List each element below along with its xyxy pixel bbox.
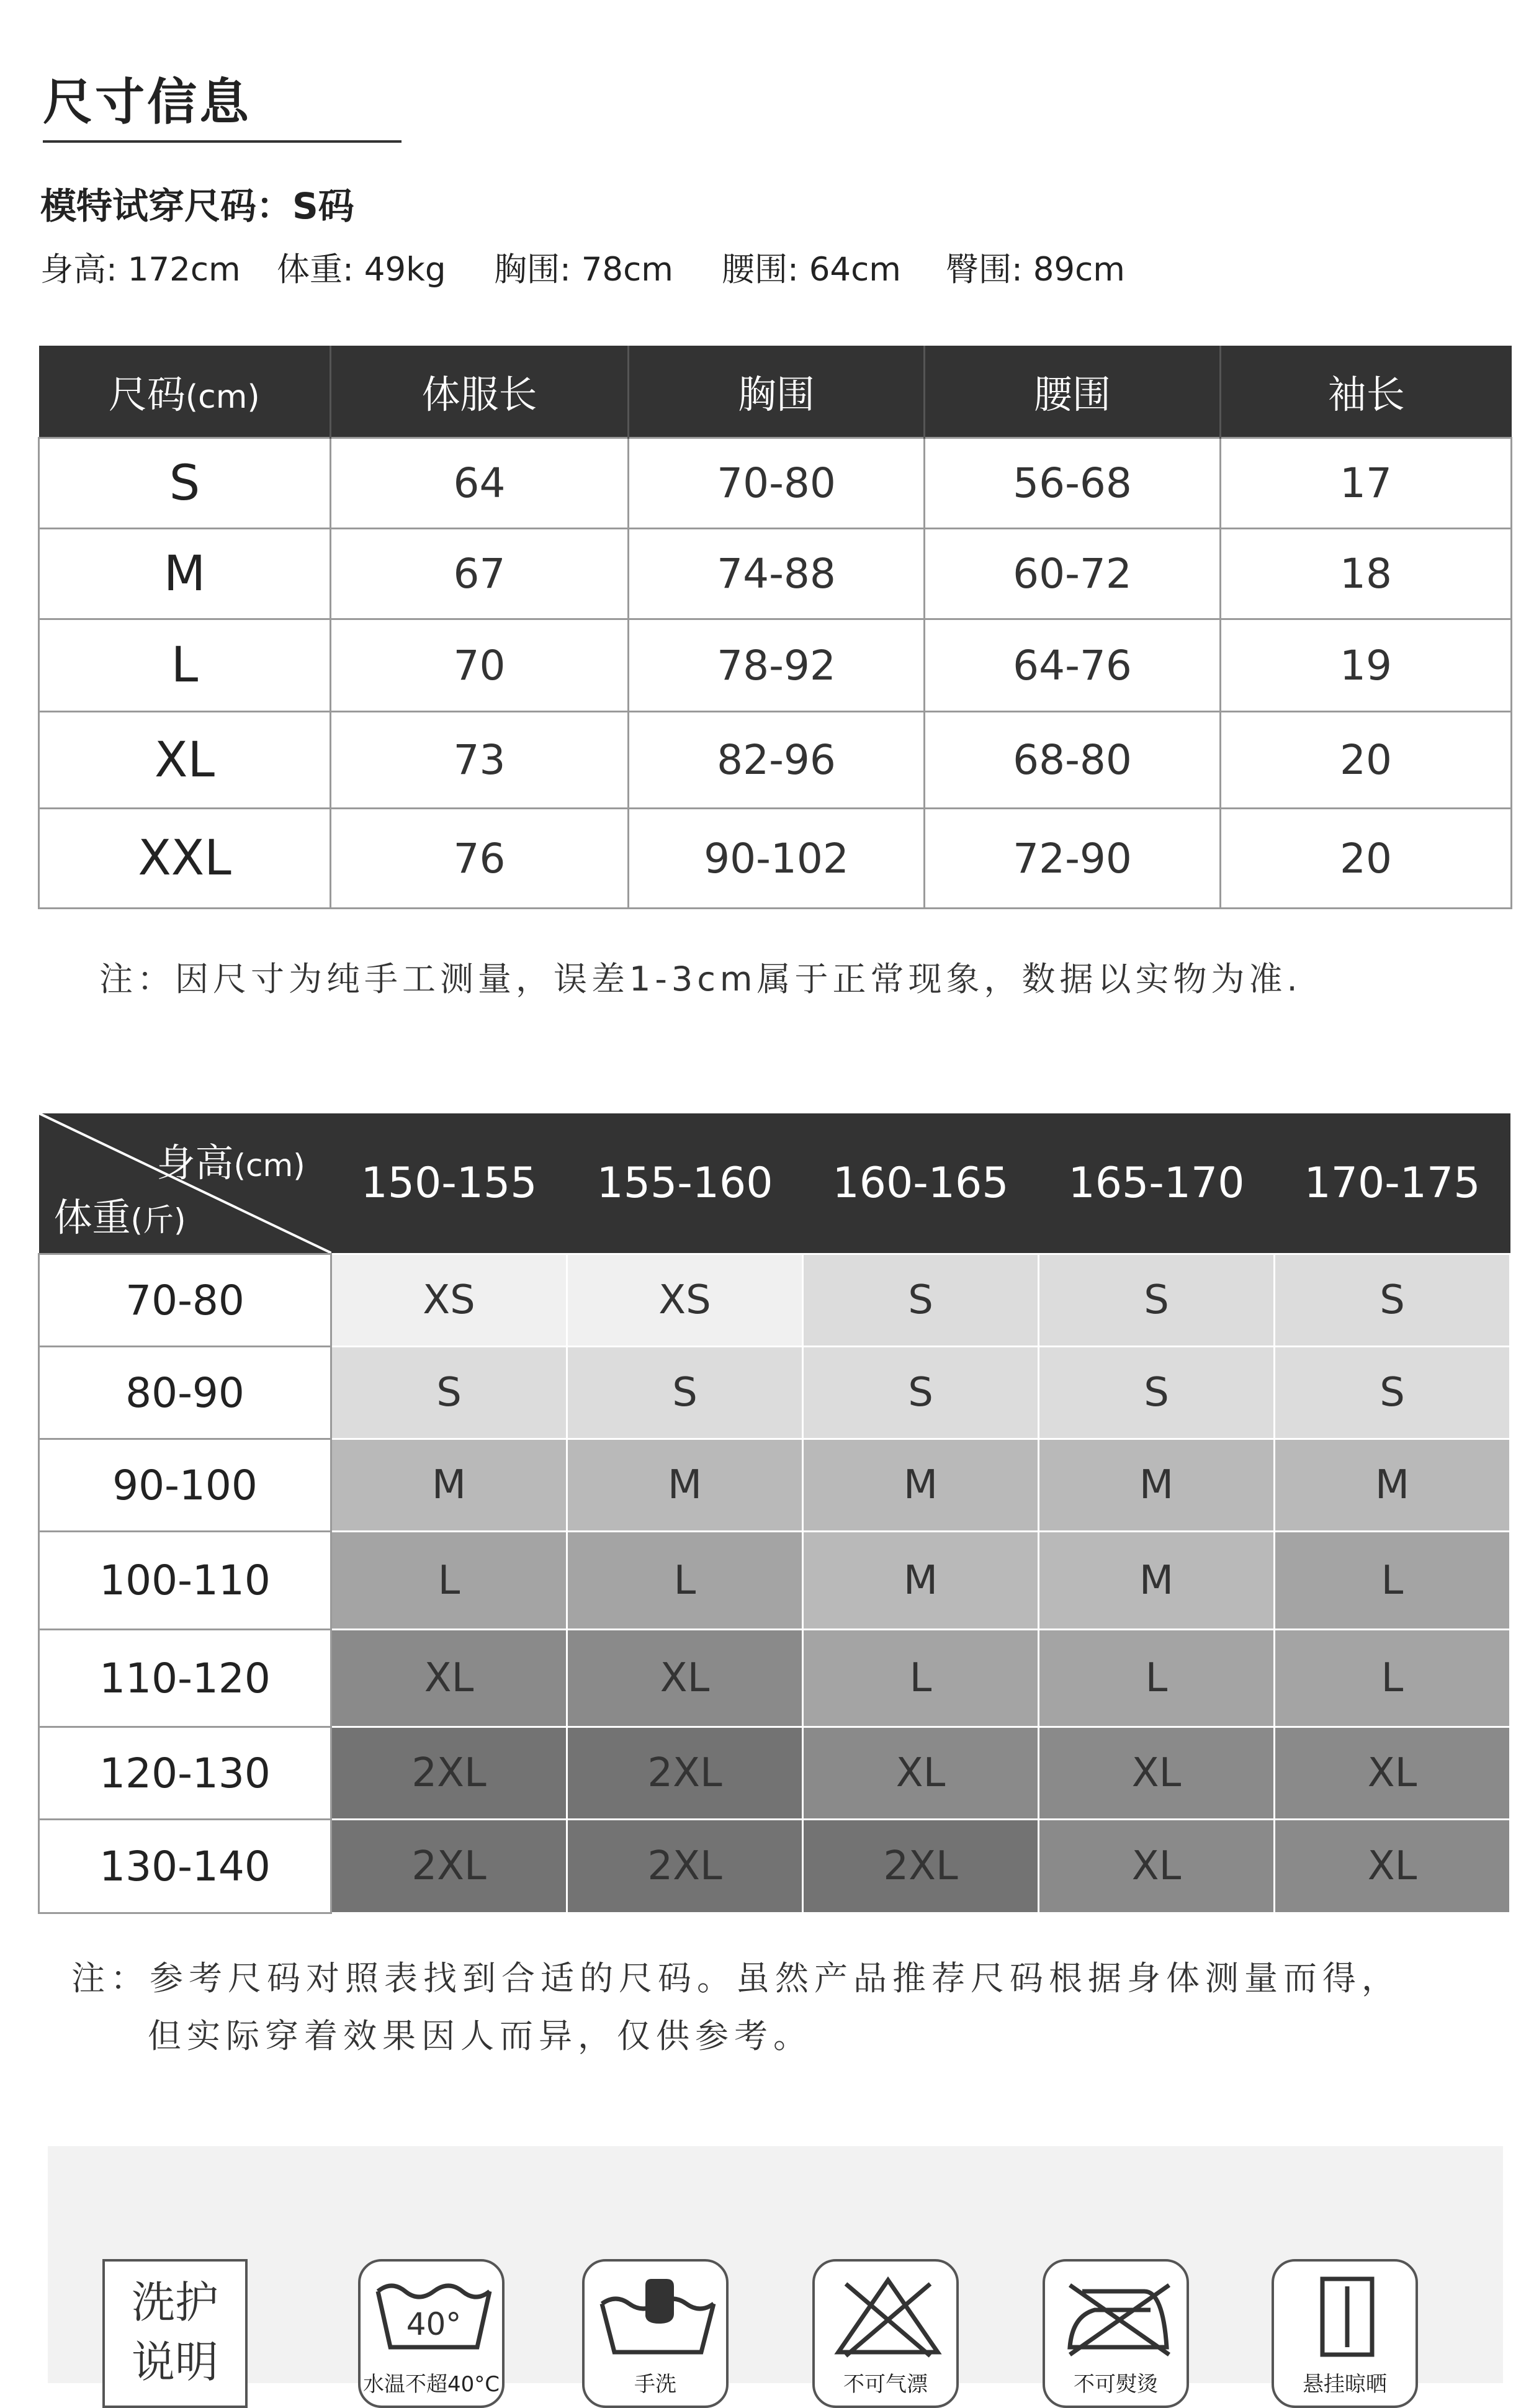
recommended-size-cell: 2XL bbox=[331, 1820, 567, 1913]
recommended-size-cell: XL bbox=[803, 1727, 1039, 1820]
recommended-size-cell: M bbox=[1039, 1439, 1275, 1532]
recommended-size-cell: 2XL bbox=[567, 1727, 803, 1820]
recommended-size-cell: XL bbox=[567, 1630, 803, 1727]
recommended-size-cell: S bbox=[1275, 1347, 1510, 1439]
hang-dry-caption: 悬挂晾晒 bbox=[1303, 2372, 1387, 2397]
height-col-1: 150-155 bbox=[331, 1113, 567, 1254]
recommended-size-cell: L bbox=[803, 1630, 1039, 1727]
recommended-size-cell: 2XL bbox=[567, 1820, 803, 1913]
waist-col-header: 腰围 bbox=[925, 346, 1221, 438]
size-value-cell: 64-76 bbox=[925, 619, 1221, 712]
height-col-5: 170-175 bbox=[1275, 1113, 1510, 1254]
corner-height-label: 身高(cm) bbox=[156, 1140, 305, 1185]
rec-table-header bbox=[39, 1113, 1510, 1254]
recommended-size-cell: S bbox=[1275, 1254, 1510, 1347]
model-hip: 臀围: 89cm bbox=[946, 251, 1125, 289]
recommended-size-cell: XS bbox=[567, 1254, 803, 1347]
size-label-cell: M bbox=[39, 529, 331, 619]
size-label-cell: S bbox=[39, 438, 331, 529]
recommended-size-cell: S bbox=[1039, 1254, 1275, 1347]
title-underline bbox=[43, 140, 402, 143]
care-label-line-1: 洗护 bbox=[132, 2277, 218, 2328]
size-row bbox=[39, 809, 1512, 909]
recommended-size-cell: S bbox=[567, 1347, 803, 1439]
size-col-label: 尺码 bbox=[108, 372, 186, 417]
size-value-cell: 56-68 bbox=[925, 438, 1221, 529]
bust-col-header: 胸围 bbox=[629, 346, 925, 438]
size-value-cell: 90-102 bbox=[629, 809, 925, 909]
size-col-header bbox=[39, 346, 331, 438]
size-value-cell: 64 bbox=[331, 438, 629, 529]
size-value-cell: 72-90 bbox=[925, 809, 1221, 909]
recommended-size-cell: S bbox=[803, 1254, 1039, 1347]
hang-dry-icon bbox=[1272, 2259, 1418, 2408]
no-dry-clean-caption: 不可气漂 bbox=[843, 2372, 928, 2397]
wash-temp-text: 40° bbox=[406, 2306, 462, 2342]
size-table-note: 注：因尺寸为纯手工测量，误差1-3cm属于正常现象，数据以实物为准. bbox=[99, 959, 1302, 999]
rec-note-line-1: 注：参考尺码对照表找到合适的尺码。虽然产品推荐尺码根据身体测量而得， bbox=[71, 1959, 1401, 1998]
no-iron-icon bbox=[1043, 2259, 1189, 2408]
height-col-3: 160-165 bbox=[803, 1113, 1039, 1254]
recommended-size-cell: 2XL bbox=[803, 1820, 1039, 1913]
recommended-size-cell: M bbox=[1275, 1439, 1510, 1532]
rec-row bbox=[39, 1820, 1510, 1913]
weight-range-cell: 70-80 bbox=[39, 1254, 331, 1347]
size-value-cell: 68-80 bbox=[925, 712, 1221, 809]
size-value-cell: 19 bbox=[1221, 619, 1512, 712]
care-label-line-2: 说明 bbox=[132, 2337, 218, 2388]
recommended-size-cell: L bbox=[1275, 1630, 1510, 1727]
rec-row bbox=[39, 1439, 1510, 1532]
rec-note-line-2: 但实际穿着效果因人而异，仅供参考。 bbox=[148, 2016, 812, 2055]
size-value-cell: 18 bbox=[1221, 529, 1512, 619]
weight-range-cell: 120-130 bbox=[39, 1727, 331, 1820]
weight-range-cell: 110-120 bbox=[39, 1630, 331, 1727]
size-row bbox=[39, 619, 1512, 712]
size-value-cell: 70-80 bbox=[629, 438, 925, 529]
size-label-cell: L bbox=[39, 619, 331, 712]
size-label-cell: XXL bbox=[39, 809, 331, 909]
model-waist: 腰围: 64cm bbox=[722, 251, 901, 289]
size-label-cell: XL bbox=[39, 712, 331, 809]
care-label-box bbox=[102, 2259, 248, 2408]
wash-40-caption: 水温不超40°C bbox=[362, 2372, 500, 2397]
recommended-size-cell: S bbox=[331, 1347, 567, 1439]
recommended-size-cell: L bbox=[1275, 1532, 1510, 1630]
recommended-size-cell: XL bbox=[1275, 1727, 1510, 1820]
size-value-cell: 74-88 bbox=[629, 529, 925, 619]
sleeve-col-header: 袖长 bbox=[1221, 346, 1512, 438]
recommended-size-cell: M bbox=[803, 1532, 1039, 1630]
recommended-size-cell: XL bbox=[1039, 1820, 1275, 1913]
recommended-size-cell: M bbox=[803, 1439, 1039, 1532]
size-value-cell: 78-92 bbox=[629, 619, 925, 712]
recommended-size-cell: L bbox=[1039, 1630, 1275, 1727]
size-col-unit: (cm) bbox=[185, 379, 260, 416]
rec-row bbox=[39, 1347, 1510, 1439]
weight-range-cell: 90-100 bbox=[39, 1439, 331, 1532]
hand-wash-icon bbox=[582, 2259, 729, 2408]
wash-40-icon bbox=[358, 2259, 505, 2408]
weight-range-cell: 130-140 bbox=[39, 1820, 331, 1913]
rec-row bbox=[39, 1727, 1510, 1820]
height-col-4: 165-170 bbox=[1039, 1113, 1275, 1254]
recommended-size-cell: XS bbox=[331, 1254, 567, 1347]
model-bust: 胸围: 78cm bbox=[494, 251, 673, 289]
recommended-size-cell: S bbox=[1039, 1347, 1275, 1439]
weight-range-cell: 100-110 bbox=[39, 1532, 331, 1630]
recommended-size-cell: XL bbox=[1275, 1820, 1510, 1913]
recommended-size-cell: L bbox=[567, 1532, 803, 1630]
size-value-cell: 76 bbox=[331, 809, 629, 909]
hand-wash-caption: 手洗 bbox=[634, 2372, 676, 2397]
size-row bbox=[39, 529, 1512, 619]
recommended-size-cell: M bbox=[567, 1439, 803, 1532]
weight-range-cell: 80-90 bbox=[39, 1347, 331, 1439]
recommended-size-cell: 2XL bbox=[331, 1727, 567, 1820]
corner-weight-label: 体重(斤) bbox=[53, 1195, 186, 1240]
size-value-cell: 67 bbox=[331, 529, 629, 619]
model-weight: 体重: 49kg bbox=[277, 251, 446, 289]
page-title: 尺寸信息 bbox=[43, 73, 251, 131]
recommended-size-cell: M bbox=[1039, 1532, 1275, 1630]
size-value-cell: 20 bbox=[1221, 712, 1512, 809]
height-col-2: 155-160 bbox=[567, 1113, 803, 1254]
size-recommendation-table bbox=[38, 1113, 1511, 1914]
model-height: 身高: 172cm bbox=[40, 251, 241, 289]
rec-row bbox=[39, 1532, 1510, 1630]
recommended-size-cell: XL bbox=[331, 1630, 567, 1727]
recommended-size-cell: S bbox=[803, 1347, 1039, 1439]
recommended-size-cell: XL bbox=[1039, 1727, 1275, 1820]
recommended-size-cell: M bbox=[331, 1439, 567, 1532]
size-value-cell: 17 bbox=[1221, 438, 1512, 529]
size-table-header bbox=[39, 346, 1512, 438]
size-value-cell: 60-72 bbox=[925, 529, 1221, 619]
no-iron-caption: 不可熨烫 bbox=[1074, 2372, 1158, 2397]
size-table bbox=[38, 346, 1512, 909]
length-col-header: 体服长 bbox=[331, 346, 629, 438]
size-row bbox=[39, 438, 1512, 529]
recommended-size-cell: L bbox=[331, 1532, 567, 1630]
size-value-cell: 70 bbox=[331, 619, 629, 712]
size-value-cell: 20 bbox=[1221, 809, 1512, 909]
no-dry-clean-icon bbox=[812, 2259, 959, 2408]
size-value-cell: 82-96 bbox=[629, 712, 925, 809]
size-value-cell: 73 bbox=[331, 712, 629, 809]
size-row bbox=[39, 712, 1512, 809]
rec-row bbox=[39, 1630, 1510, 1727]
rec-row bbox=[39, 1254, 1510, 1347]
corner-cell bbox=[39, 1113, 331, 1254]
model-size-heading: 模特试穿尺码：S码 bbox=[40, 185, 354, 227]
